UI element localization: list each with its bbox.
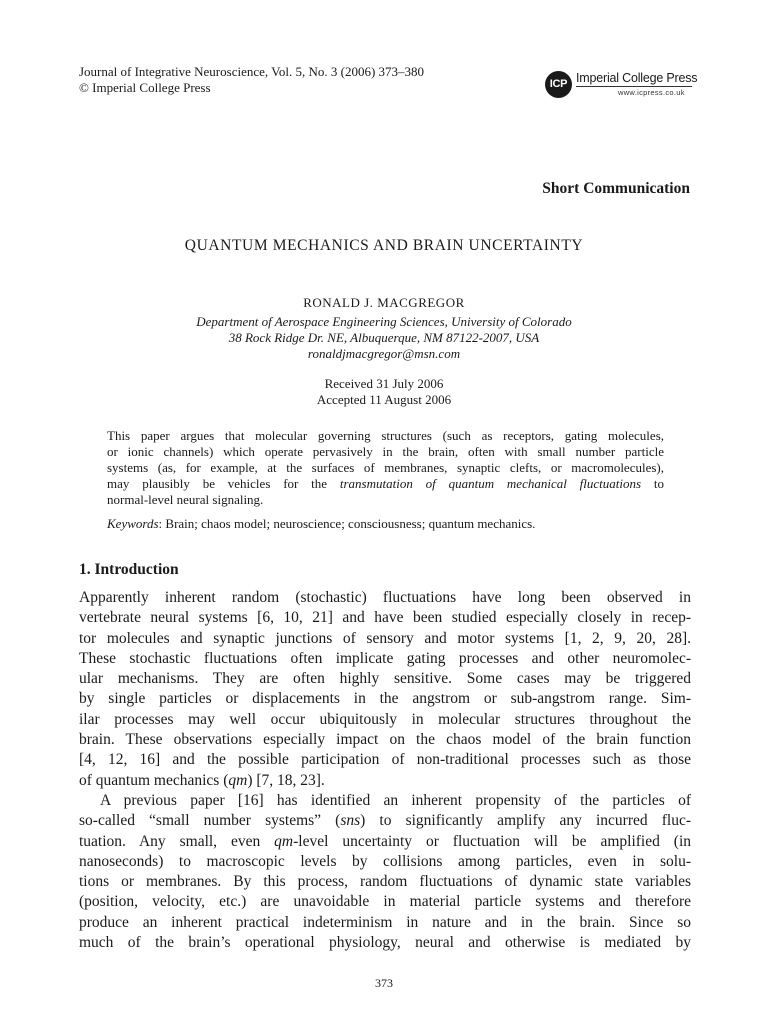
- body-line: A previous paper [16] has identified an inherent propensity of the particles of: [100, 791, 691, 809]
- keywords-label: Keywords: [107, 516, 159, 531]
- abstract: [107, 428, 664, 508]
- affiliation-department: Department of Aerospace Engineering Sciences, University of Colorado: [196, 314, 572, 329]
- copyright-line: © Imperial College Press: [79, 80, 211, 95]
- body-text-run: ) to significantly amplify any incurred fluc-: [360, 812, 691, 830]
- publisher-url: www.icpress.co.uk: [618, 88, 685, 97]
- publisher-logo: [545, 70, 698, 100]
- body-text: [79, 588, 691, 953]
- abstract-text: to: [641, 476, 664, 491]
- author-name: RONALD J. MACGREGOR: [303, 295, 465, 310]
- accepted-date: Accepted 11 August 2006: [316, 392, 452, 407]
- body-line: produce an inherent practical indeterminism in nature and in the brain. Since so: [79, 913, 691, 931]
- body-line: tions or membranes. By this process, random fluctuations of dynamic state variables: [79, 873, 691, 891]
- page-number: 373: [375, 976, 393, 990]
- abstract-line: systems (as, for example, at the surfaces of membranes, synaptic clefts, or macromolecules),: [107, 460, 664, 475]
- section-type: Short Communication: [542, 180, 690, 197]
- logo-divider: [576, 86, 692, 87]
- abstract-line: This paper argues that molecular governing structures (such as receptors, gating molecules,: [107, 428, 664, 443]
- abstract-line: [107, 476, 664, 492]
- icp-logo-icon: ICP: [545, 71, 572, 98]
- body-line: ular mechanisms. They are often highly sensitive. Some cases may be triggered: [79, 670, 691, 688]
- section-heading: 1. Introduction: [79, 561, 179, 578]
- abstract-line: normal-level neural signaling.: [107, 492, 264, 507]
- abstract-emphasis: transmutation of quantum mechanical fluctuations: [339, 476, 642, 491]
- body-emphasis: sns: [340, 812, 361, 830]
- body-emphasis: qm: [274, 832, 294, 850]
- body-line: nanoseconds) to macroscopic levels by collisions among particles, even in solu-: [79, 852, 691, 870]
- affiliation: [0, 314, 768, 362]
- keywords-list: : Brain; chaos model; neuroscience; consciousness; quantum mechanics.: [158, 516, 536, 531]
- body-text-run: of quantum mechanics (: [79, 771, 229, 789]
- journal-citation: [79, 64, 424, 96]
- body-line: [79, 811, 691, 831]
- author-email: ronaldjmacgregor@msn.com: [307, 346, 461, 361]
- body-text-run: ) [7, 18, 23].: [247, 771, 325, 789]
- journal-line: Journal of Integrative Neuroscience, Vol. 5, No. 3 (2006) 373–380: [79, 64, 425, 79]
- body-line: These stochastic fluctuations often implicate gating processes and other neuromolec-: [79, 649, 691, 667]
- abstract-line: or ionic channels) which operate pervasively in the brain, often with small number particle: [107, 444, 664, 459]
- received-date: Received 31 July 2006: [324, 376, 444, 391]
- body-line: Apparently inherent random (stochastic) fluctuations have long been observed in: [79, 589, 691, 606]
- body-line: ilar processes may well occur ubiquitously in molecular structures throughout the: [79, 710, 691, 728]
- publisher-name: Imperial College Press: [576, 71, 698, 85]
- body-text-run: -level uncertainty or fluctuation will be amplified (in: [293, 832, 691, 850]
- body-text-run: so-called “small number systems” (: [79, 812, 341, 830]
- body-line: [79, 771, 691, 791]
- submission-dates: [0, 376, 768, 408]
- abstract-text: may plausibly be vehicles for the: [107, 476, 340, 491]
- body-emphasis: qm: [228, 771, 248, 789]
- body-line: brain. These observations especially impact on the chaos model of the brain function: [79, 731, 691, 749]
- body-line: [4, 12, 16] and the possible participation of non-traditional processes such as those: [79, 751, 691, 769]
- affiliation-address: 38 Rock Ridge Dr. NE, Albuquerque, NM 87122-2007, USA: [228, 330, 540, 345]
- body-line: tor molecules and synaptic junctions of sensory and motor systems [1, 2, 9, 20, 28].: [79, 629, 691, 647]
- body-line: by single particles or displacements in the angstrom or sub-angstrom range. Sim-: [79, 690, 691, 708]
- body-text-run: tuation. Any small, even: [79, 832, 275, 850]
- body-line: (position, velocity, etc.) are unavoidable in material particle systems and therefore: [79, 893, 691, 911]
- body-line: much of the brain’s operational physiology, neural and otherwise is mediated by: [79, 934, 691, 952]
- keywords: [107, 516, 535, 532]
- body-line: [79, 832, 691, 852]
- paper-title: QUANTUM MECHANICS AND BRAIN UNCERTAINTY: [184, 237, 584, 254]
- body-line: vertebrate neural systems [6, 10, 21] and have been studied especially closely in recep-: [79, 609, 691, 627]
